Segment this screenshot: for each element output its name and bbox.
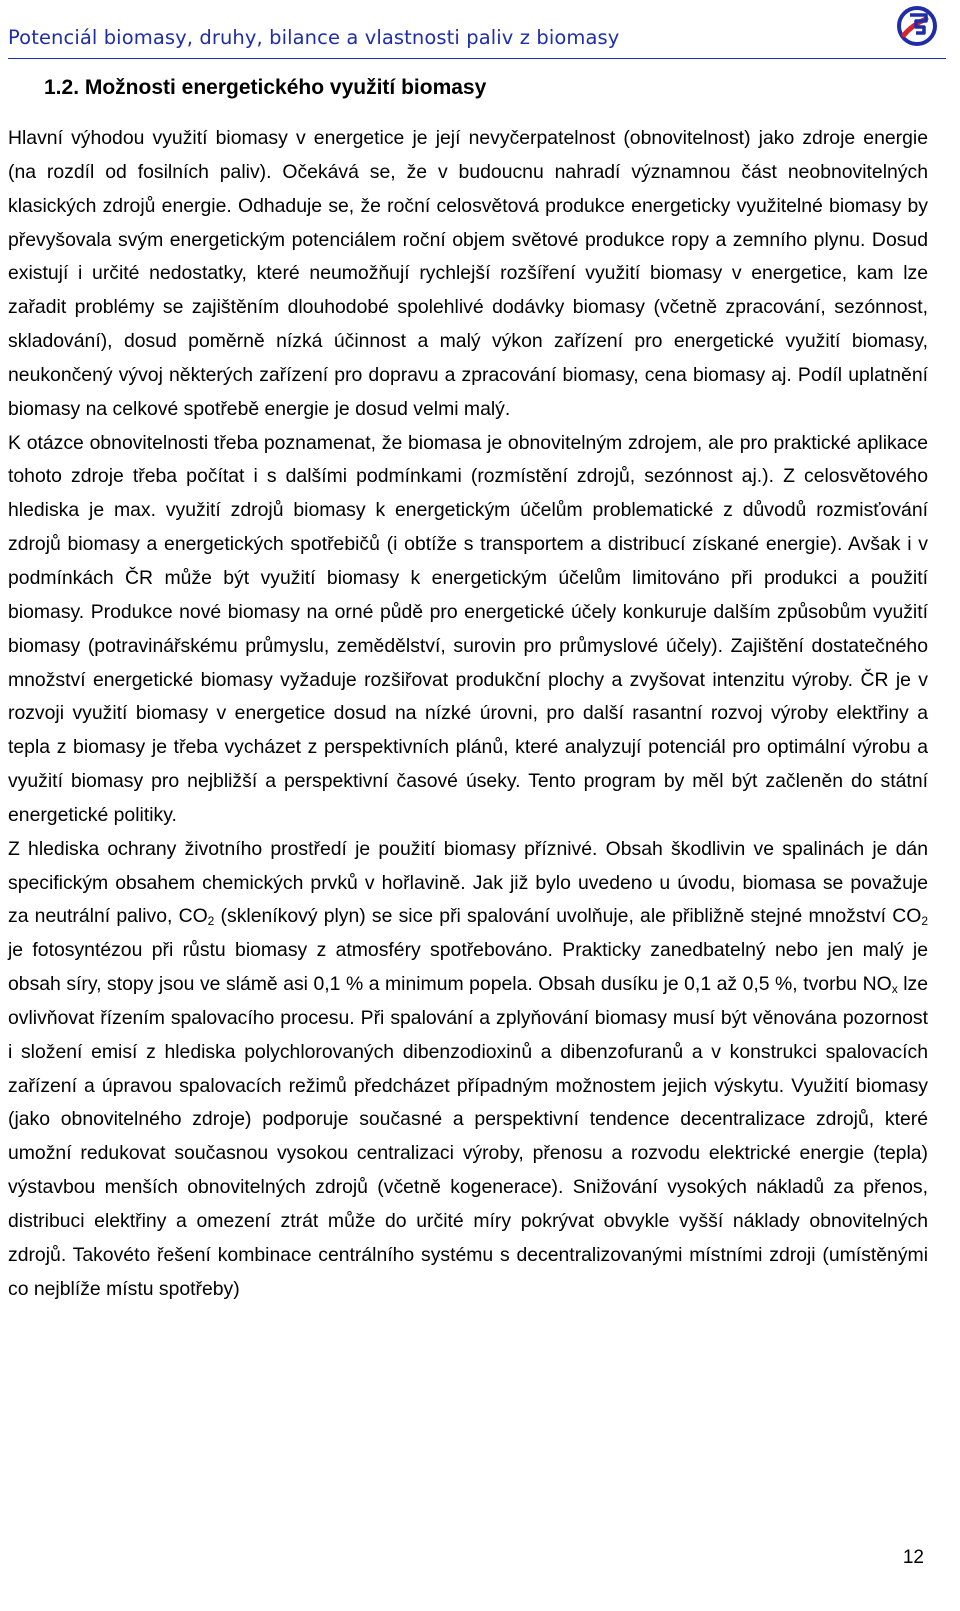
page-number: 12	[902, 1547, 924, 1568]
logo-graphic	[896, 5, 940, 47]
paragraph-3-part-d: lze ovlivňovat řízením spalovacího procesu. Při spalování a zplyňování biomasy musí být věnována pozornost i složení emisí z hlediska polychlorovaných dibenzodioxinů a dibenzofuranů a v konstrukci spalovacích zařízení a úpravou spalovacích režimů předcházet případným možnostem jejich výskytu. Využití biomasy (jako obnovitelného zdroje) podporuje současné a perspektivní tendence decentralizace zdrojů, které umožní redukovat současnou vysokou centralizaci výroby, přenosu a rozvodu elektrické energie (tepla) výstavbou menších obnovitelných zdrojů (včetně kogenerace). Snižování vysokých nákladů za přenos, distribuci elektřiny a omezení ztrát může do určité míry pokrývat obvykle vyšší náklady obnovitelných zdrojů. Takovéto řešení kombinace centrálního systému s decentralizovanými místními zdroji (umístěnými co nejblíže místu spotřeby)	[8, 973, 928, 1300]
paragraph-3-part-b: (skleníkový plyn) se sice při spalování uvolňuje, ale přibližně stejné množství CO	[214, 905, 922, 928]
paragraph-3	[8, 833, 928, 1307]
subscript-nox: x	[891, 982, 898, 997]
running-header: Potenciál biomasy, druhy, bilance a vlastnosti paliv z biomasy	[8, 26, 620, 49]
subscript-co2-first: 2	[207, 914, 215, 929]
paragraph-3-part-a: Z hlediska ochrany životního prostředí je použití biomasy příznivé. Obsah škodlivin ve spalinách je dán specifickým obsahem chemických prvků v hořlavině. Jak již bylo uvedeno u úvodu, biomasa se považuje za neutrální palivo, CO	[8, 837, 928, 928]
paragraph-1: Hlavní výhodou využití biomasy v energetice je její nevyčerpatelnost (obnovitelnost) jako zdroje energie (na rozdíl od fosilních paliv). Očekává se, že v budoucnu nahradí významnou část neobnovitelných klasických zdrojů energie. Odhaduje se, že roční celosvětová produkce energeticky využitelné biomasy by převyšovala svým energetickým potenciálem roční objem světové produkce ropy a zemního plynu. Dosud existují i určité nedostatky, které neumožňují rychlejší rozšíření využití biomasy v energetice, kam lze zařadit problémy se zajištěním dlouhodobé spolehlivé dodávky biomasy (včetně zpracování, sezónnost, skladování), dosud poměrně nízká účinnost a malý výkon zařízení pro energetické využití biomasy, neukončený vývoj některých zařízení pro dopravu a zpracování biomasy, cena biomasy aj. Podíl uplatnění biomasy na celkové spotřebě energie je dosud velmi malý.	[8, 127, 928, 420]
subscript-co2-second: 2	[921, 914, 928, 929]
institution-logo-icon	[896, 5, 940, 47]
section-heading: 1.2. Možnosti energetického využití biomasy	[44, 76, 487, 99]
header-divider	[8, 58, 946, 59]
body-text	[8, 122, 928, 1307]
paragraph-3-part-c: je fotosyntézou při růstu biomasy z atmosféry spotřebováno. Prakticky zanedbatelný nebo jen malý je obsah síry, stopy jsou ve slámě asi 0,1 % a minimum popela. Obsah dusíku je 0,1 až 0,5 %, tvorbu NO	[8, 939, 928, 996]
paragraph-2: K otázce obnovitelnosti třeba poznamenat, že biomasa je obnovitelným zdrojem, ale pro praktické aplikace tohoto zdroje třeba počítat i s dalšími podmínkami (rozmístění zdrojů, sezónnost aj.). Z celosvětového hlediska je max. využití zdrojů biomasy k energetickým účelům problematické z důvodů rozmisťování zdrojů biomasy a energetických spotřebičů (i obtíže s transportem a distribucí získané energie). Avšak i v podmínkách ČR může být využití biomasy k energetickým účelům limitováno při produkci a použití biomasy. Produkce nové biomasy na orné půdě pro energetické účely konkuruje dalším způsobům využití biomasy (potravinářskému průmyslu, zemědělství, surovin pro průmyslové účely). Zajištění dostatečného množství energetické biomasy vyžaduje rozšiřovat produkční plochy a zvyšovat intenzitu výroby. ČR je v rozvoji využití biomasy v energetice dosud na nízké úrovni, pro další rasantní rozvoj výroby elektřiny a tepla z biomasy je třeba vycházet z perspektivních plánů, které analyzují potenciál pro optimální výrobu a využití biomasy pro nejbližší a perspektivní časové úseky. Tento program by měl být začleněn do státní energetické politiky.	[8, 431, 928, 826]
